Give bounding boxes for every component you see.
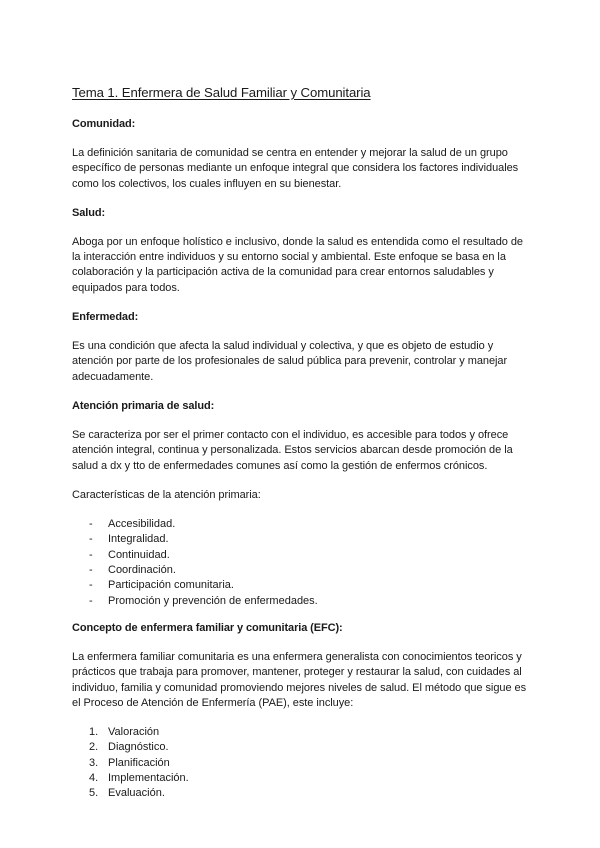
list-item: 2. Diagnóstico. — [72, 740, 532, 755]
heading-atencion-primaria: Atención primaria de salud: — [72, 399, 215, 412]
list-number: 2. — [89, 741, 99, 754]
list-item: 3. Planificación — [72, 756, 532, 771]
document-title: Tema 1. Enfermera de Salud Familiar y Comunitaria — [72, 85, 371, 100]
list-item: - Accesibilidad. — [72, 517, 532, 532]
list-item: - Promoción y prevención de enfermedades. — [72, 594, 532, 609]
paragraph-comunidad: La definición sanitaria de comunidad se centra en entender y mejorar la salud de un grupo específico de personas mediante un enfoque integral que considera los factores individuales como los colectivos, los cuales influyen en su bienestar. — [72, 147, 519, 190]
list-number: 1. — [89, 726, 99, 739]
bullet-dash: - — [89, 548, 93, 561]
paragraph-salud: Aboga por un enfoque holístico e inclusivo, donde la salud es entendida como el resultado de la interacción entre individuos y su entorno social y ambiental. Este enfoque se basa en la colaboración y la participación activa de la comunidad para crear entornos saludables y equipados para todos. — [72, 235, 523, 294]
heading-salud: Salud: — [72, 206, 106, 219]
list-item: - Coordinación. — [72, 563, 532, 578]
bullet-dash: - — [89, 518, 93, 531]
list-item: 5. Evaluación. — [72, 786, 532, 801]
paragraph-efc: La enfermera familiar comunitaria es una enfermera generalista con conocimientos teoricos y prácticos que trabaja para promover, mantener, proteger y restaurar la salud, con cuidades al individuo, familia y comunidad promoviendo mejores niveles de salud. El método que sigue es el Proceso de Atención de Enfermería (PAE), este incluye: — [72, 650, 527, 709]
heading-comunidad: Comunidad: — [72, 118, 136, 130]
paragraph-atencion-primaria: Se caracteriza por ser el primer contacto con el individuo, es accesible para todos y ofrece atención integral, continua y personalizada. Estos servicios abarcan desde promoción de la salud a dx y tto de enfermedades comunes así como la gestión de enfermos crónicos. — [72, 428, 513, 472]
caracteristicas-list — [72, 517, 532, 609]
list-item: 1. Valoración — [72, 725, 532, 740]
heading-enfermedad: Enfermedad: — [72, 311, 139, 324]
list-number: 3. — [89, 756, 99, 769]
heading-efc: Concepto de enfermera familiar y comunitaria (EFC): — [72, 621, 343, 634]
list-item: 4. Implementación. — [72, 771, 532, 786]
list-item: - Participación comunitaria. — [72, 578, 532, 593]
list-number: 4. — [89, 772, 99, 785]
bullet-dash: - — [89, 579, 93, 592]
list-number: 5. — [89, 787, 99, 800]
document-content — [72, 84, 532, 814]
paragraph-enfermedad: Es una condición que afecta la salud individual y colectiva, y que es objeto de estudio y atención por parte de los profesionales de salud pública para prevenir, controlar y manejar adecuadamente. — [72, 340, 508, 383]
list-item: - Continuidad. — [72, 548, 532, 563]
pae-steps-list — [72, 725, 532, 801]
bullet-dash: - — [89, 564, 93, 577]
bullet-dash: - — [89, 533, 93, 546]
list-item: - Integralidad. — [72, 532, 532, 547]
caracteristicas-intro: Características de la atención primaria: — [72, 488, 261, 501]
bullet-dash: - — [89, 594, 93, 607]
